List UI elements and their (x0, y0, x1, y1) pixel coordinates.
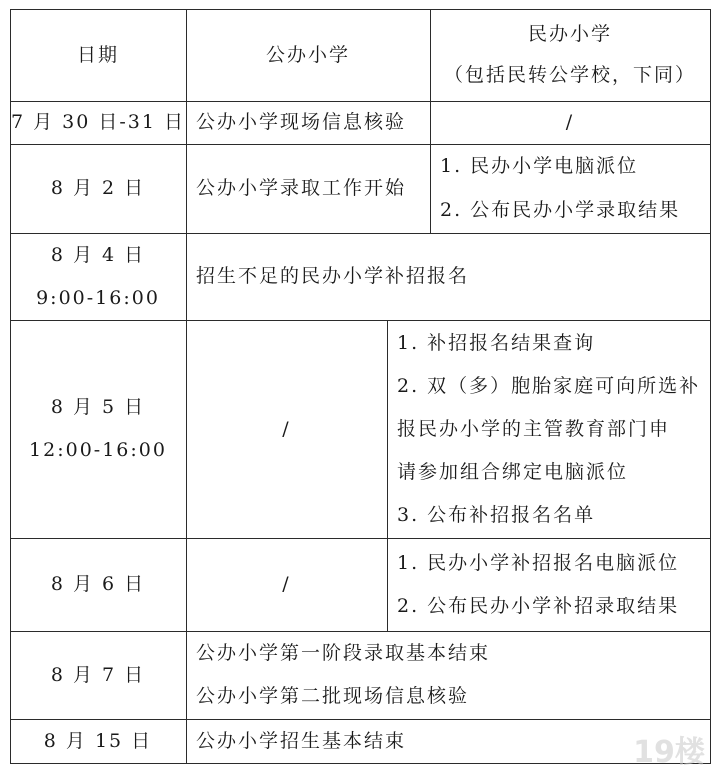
row-date: 7 月 30 日-31 日 (10, 111, 186, 133)
row-private: 1. 民办小学电脑派位 2. 公布民办小学录取结果 (440, 155, 681, 221)
row-private: 1. 民办小学补招报名电脑派位 2. 公布民办小学补招录取结果 (397, 551, 680, 617)
watermark-logo (626, 729, 712, 769)
row-public: 公办小学录取工作开始 (196, 177, 407, 199)
row-date: 8 月 5 日 12:00-16:00 (29, 396, 167, 461)
row-date: 8 月 2 日 (50, 177, 146, 199)
row-private: / (565, 111, 575, 133)
row-merged: 公办小学招生基本结束 (196, 729, 407, 752)
row-date: 8 月 6 日 (50, 573, 146, 595)
row-public: 公办小学现场信息核验 (196, 111, 407, 133)
row-merged: 招生不足的民办小学补招报名 (196, 265, 470, 287)
row-private: 1. 补招报名结果查询 2. 双（多）胞胎家庭可向所选补 报民办小学的主管教育部门申 请参加组合绑定电脑派位 3. 公布补招报名名单 (397, 331, 701, 526)
table-border-right (710, 9, 711, 764)
header-private-school: 民办小学 （包括民转公学校，下同） (443, 23, 696, 86)
row-date: 8 月 4 日 9:00-16:00 (36, 243, 160, 309)
header-date: 日期 (76, 43, 119, 66)
row-public: / (282, 573, 291, 595)
header-public-school: 公办小学 (265, 43, 350, 66)
row-public: / (282, 417, 291, 440)
row-date: 8 月 15 日 (43, 729, 153, 752)
table-border-bottom (10, 763, 711, 764)
row-date: 8 月 7 日 (50, 663, 146, 686)
watermark-text: 19楼 (633, 735, 705, 770)
row-merged: 公办小学第一阶段录取基本结束 公办小学第二批现场信息核验 (196, 642, 491, 707)
